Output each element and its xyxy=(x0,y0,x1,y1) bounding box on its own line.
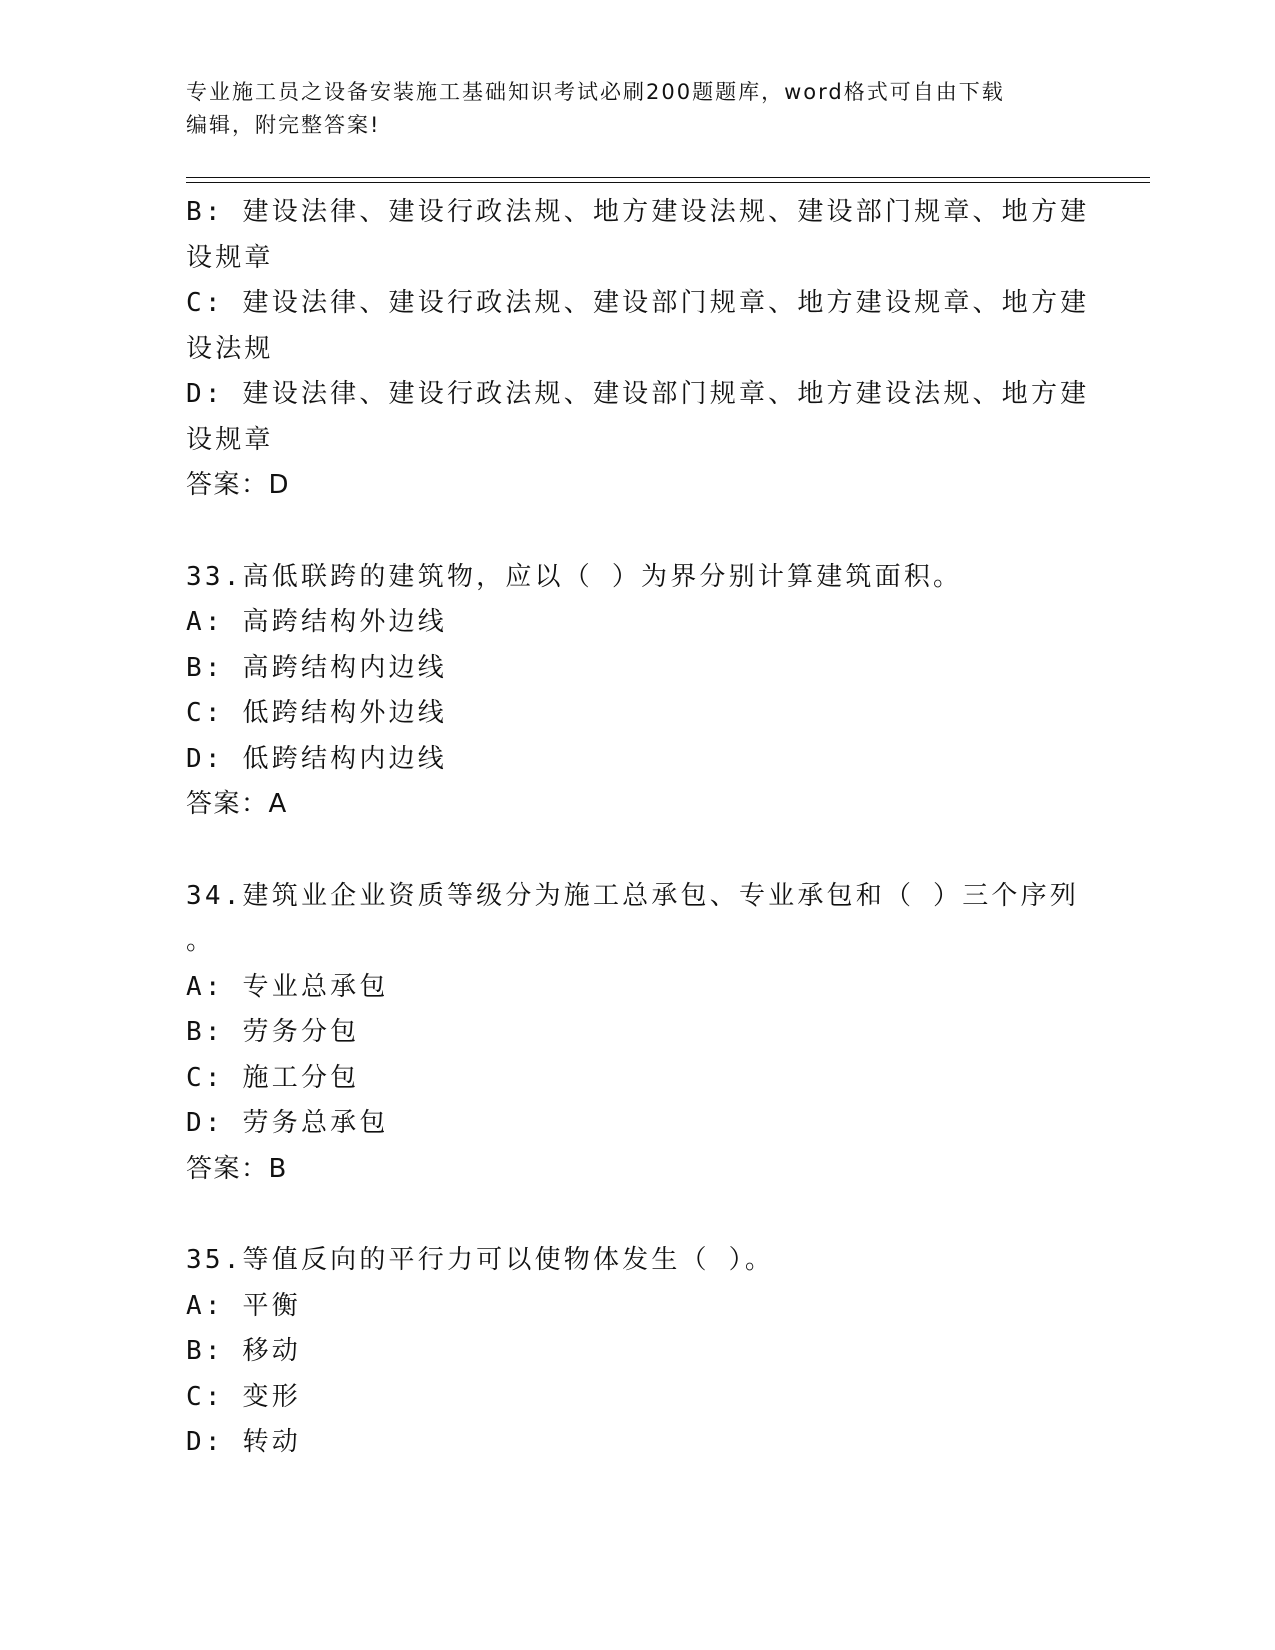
question-35 xyxy=(186,1238,1076,1466)
option-d: D: 低跨结构内边线 xyxy=(186,743,447,774)
option-d: D: 转动 xyxy=(186,1427,301,1457)
option-c: C: 低跨结构外边线 xyxy=(186,698,447,728)
answer-line: 答案：B xyxy=(186,1153,288,1184)
option-a: A: 平衡 xyxy=(186,1290,301,1321)
answer-line: 答案：D xyxy=(186,470,291,500)
option-b-line-2: 设规章 xyxy=(186,242,274,273)
answer-line: 答案：A xyxy=(186,789,288,819)
header-title-line-2: 编辑，附完整答案! xyxy=(186,113,381,137)
question-stem-continued: 。 xyxy=(186,926,216,956)
option-c: C: 变形 xyxy=(186,1381,301,1412)
question-stem: 33.高低联跨的建筑物，应以（ ）为界分别计算建筑面积。 xyxy=(186,561,963,592)
question-34 xyxy=(186,874,1080,1193)
question-33 xyxy=(186,555,1076,828)
question-stem: 35.等值反向的平行力可以使物体发生（ ）。 xyxy=(186,1245,775,1275)
header-rule-top xyxy=(186,177,1150,178)
option-d: D: 劳务总承包 xyxy=(186,1108,389,1138)
option-b: B: 劳务分包 xyxy=(186,1017,360,1047)
option-a: A: 专业总承包 xyxy=(186,971,389,1002)
option-b: B: 高跨结构内边线 xyxy=(186,652,447,683)
option-d-line-2: 设规章 xyxy=(186,424,274,455)
option-b: B: 移动 xyxy=(186,1336,301,1366)
option-a: A: 高跨结构外边线 xyxy=(186,607,447,637)
option-c-line-1: C: 建设法律、建设行政法规、建设部门规章、地方建设规章、地方建 xyxy=(186,288,1090,318)
header-rule-bottom xyxy=(186,182,1150,183)
question-stem: 34.建筑业企业资质等级分为施工总承包、专业承包和（ ）三个序列 xyxy=(186,880,1080,911)
option-d-line-1: D: 建设法律、建设行政法规、建设部门规章、地方建设法规、地方建 xyxy=(186,379,1090,409)
document-header xyxy=(186,76,1086,142)
question-content xyxy=(186,190,1090,1466)
option-c: C: 施工分包 xyxy=(186,1062,360,1093)
option-c-line-2: 设法规 xyxy=(186,333,274,364)
question-32-continued xyxy=(186,190,1090,509)
option-b-line-1: B: 建设法律、建设行政法规、地方建设法规、建设部门规章、地方建 xyxy=(186,197,1090,227)
header-title-line-1: 专业施工员之设备安装施工基础知识考试必刷200题题库，word格式可自由下载 xyxy=(186,80,1005,104)
